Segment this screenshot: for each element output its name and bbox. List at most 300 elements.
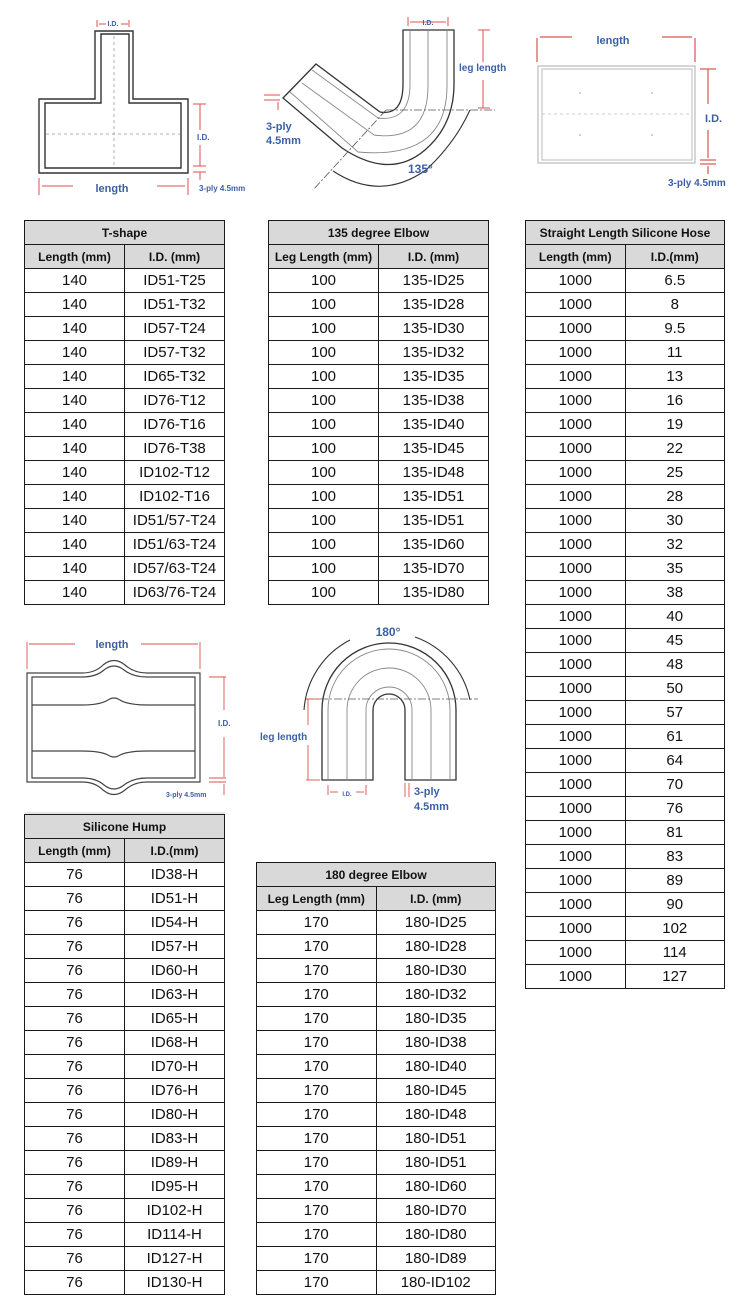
table-row — [25, 317, 225, 341]
elbow180-table — [256, 862, 496, 1295]
column-header-id: I.D.(mm) — [625, 245, 725, 269]
length-cell: 76 — [25, 1055, 125, 1079]
length-cell: 1000 — [526, 389, 626, 413]
table-row — [25, 887, 225, 911]
length-cell: 1000 — [526, 845, 626, 869]
table-row — [257, 1175, 496, 1199]
id-cell: 9.5 — [625, 317, 725, 341]
table-row — [25, 1007, 225, 1031]
length-cell: 76 — [25, 935, 125, 959]
table-row — [526, 269, 725, 293]
id-cell: ID102-T16 — [125, 485, 225, 509]
table-row — [25, 1079, 225, 1103]
hump-length-label: length — [95, 639, 129, 651]
tshape-table — [24, 220, 225, 605]
length-cell: 140 — [25, 581, 125, 605]
length-cell: 100 — [269, 581, 379, 605]
length-cell: 1000 — [526, 413, 626, 437]
length-cell: 76 — [25, 1271, 125, 1295]
table-row — [269, 341, 489, 365]
table-row — [25, 1103, 225, 1127]
length-cell: 76 — [25, 863, 125, 887]
table-row — [25, 1223, 225, 1247]
length-cell: 76 — [25, 1223, 125, 1247]
table-row — [526, 365, 725, 389]
table-row — [526, 389, 725, 413]
column-header-length: Length (mm) — [526, 245, 626, 269]
table-row — [257, 959, 496, 983]
table-header-row — [257, 887, 496, 911]
table-row — [269, 269, 489, 293]
id-cell: 180-ID32 — [376, 983, 496, 1007]
table-row — [25, 1271, 225, 1295]
length-cell: 1000 — [526, 629, 626, 653]
id-cell: ID57/63-T24 — [125, 557, 225, 581]
id-cell: 180-ID45 — [376, 1079, 496, 1103]
table-header-row — [269, 245, 489, 269]
length-cell: 76 — [25, 983, 125, 1007]
length-cell: 1000 — [526, 653, 626, 677]
table-row — [526, 677, 725, 701]
elbow135-ply-label-2: 4.5mm — [266, 135, 301, 147]
id-cell: 135-ID70 — [379, 557, 489, 581]
length-cell: 1000 — [526, 269, 626, 293]
table-title-row — [526, 221, 725, 245]
length-cell: 1000 — [526, 893, 626, 917]
column-header-length: Length (mm) — [25, 245, 125, 269]
id-cell: 180-ID102 — [376, 1271, 496, 1295]
elbow180-ply-label-1: 3-ply — [414, 786, 440, 798]
length-cell: 100 — [269, 341, 379, 365]
id-cell: 32 — [625, 533, 725, 557]
id-cell: 40 — [625, 605, 725, 629]
id-cell: 180-ID80 — [376, 1223, 496, 1247]
table-row — [25, 485, 225, 509]
id-cell: 135-ID38 — [379, 389, 489, 413]
length-cell: 76 — [25, 887, 125, 911]
length-cell: 170 — [257, 1223, 377, 1247]
id-cell: ID76-T38 — [125, 437, 225, 461]
table-row — [526, 773, 725, 797]
length-cell: 100 — [269, 485, 379, 509]
id-cell: 28 — [625, 485, 725, 509]
table-row — [526, 941, 725, 965]
table-row — [25, 461, 225, 485]
length-cell: 100 — [269, 461, 379, 485]
elbow135-diagram — [250, 0, 520, 210]
table-row — [25, 983, 225, 1007]
hump-table — [24, 814, 225, 1295]
id-cell: 83 — [625, 845, 725, 869]
table-row — [269, 485, 489, 509]
id-cell: ID60-H — [125, 959, 225, 983]
column-header-id: I.D. (mm) — [125, 245, 225, 269]
id-cell: 8 — [625, 293, 725, 317]
hump-diagram — [0, 615, 260, 815]
length-cell: 170 — [257, 983, 377, 1007]
id-cell: ID130-H — [125, 1271, 225, 1295]
table-title: T-shape — [25, 221, 225, 245]
table-row — [25, 365, 225, 389]
table-row — [25, 1031, 225, 1055]
length-cell: 170 — [257, 1199, 377, 1223]
table-row — [25, 509, 225, 533]
column-header-length: Leg Length (mm) — [257, 887, 377, 911]
table-row — [526, 725, 725, 749]
tshape-ply-label: 3-ply 4.5mm — [199, 184, 246, 193]
table-row — [526, 485, 725, 509]
table-row — [269, 461, 489, 485]
straight-ply-label: 3-ply 4.5mm — [668, 178, 726, 189]
id-cell: ID83-H — [125, 1127, 225, 1151]
tshape-top-id-label: I.D. — [107, 21, 119, 28]
length-cell: 76 — [25, 1151, 125, 1175]
id-cell: 70 — [625, 773, 725, 797]
table-row — [269, 365, 489, 389]
length-cell: 1000 — [526, 797, 626, 821]
id-cell: ID57-T24 — [125, 317, 225, 341]
id-cell: ID80-H — [125, 1103, 225, 1127]
table-row — [526, 581, 725, 605]
id-cell: 180-ID28 — [376, 935, 496, 959]
id-cell: 135-ID30 — [379, 317, 489, 341]
length-cell: 170 — [257, 1175, 377, 1199]
length-cell: 1000 — [526, 725, 626, 749]
table-row — [257, 983, 496, 1007]
length-cell: 140 — [25, 437, 125, 461]
table-row — [25, 269, 225, 293]
table-row — [257, 1031, 496, 1055]
length-cell: 1000 — [526, 773, 626, 797]
table-row — [25, 1247, 225, 1271]
table-row — [25, 1151, 225, 1175]
table-row — [25, 581, 225, 605]
length-cell: 170 — [257, 911, 377, 935]
table-row — [526, 869, 725, 893]
straight-length-label: length — [596, 35, 630, 47]
elbow135-ply-label-1: 3-ply — [266, 121, 292, 133]
length-cell: 1000 — [526, 677, 626, 701]
table-row — [269, 581, 489, 605]
length-cell: 170 — [257, 1103, 377, 1127]
id-cell: ID95-H — [125, 1175, 225, 1199]
length-cell: 1000 — [526, 605, 626, 629]
length-cell: 1000 — [526, 917, 626, 941]
table-header-row — [25, 245, 225, 269]
length-cell: 1000 — [526, 557, 626, 581]
table-row — [25, 557, 225, 581]
id-cell: 180-ID89 — [376, 1247, 496, 1271]
length-cell: 170 — [257, 959, 377, 983]
length-cell: 1000 — [526, 485, 626, 509]
table-row — [526, 557, 725, 581]
length-cell: 76 — [25, 1175, 125, 1199]
table-row — [25, 389, 225, 413]
elbow135-leg-label: leg length — [459, 63, 507, 74]
column-header-id: I.D.(mm) — [125, 839, 225, 863]
table-title: Straight Length Silicone Hose — [526, 221, 725, 245]
length-cell: 170 — [257, 1247, 377, 1271]
id-cell: 38 — [625, 581, 725, 605]
id-cell: 135-ID45 — [379, 437, 489, 461]
table-title: 180 degree Elbow — [257, 863, 496, 887]
length-cell: 100 — [269, 389, 379, 413]
id-cell: ID76-T16 — [125, 413, 225, 437]
table-row — [257, 911, 496, 935]
table-row — [526, 629, 725, 653]
elbow180-ply-label-2: 4.5mm — [414, 801, 449, 813]
table-row — [257, 1223, 496, 1247]
table-row — [25, 413, 225, 437]
id-cell: 13 — [625, 365, 725, 389]
elbow180-id-label: I.D. — [342, 792, 352, 798]
id-cell: ID51/57-T24 — [125, 509, 225, 533]
id-cell: 180-ID51 — [376, 1151, 496, 1175]
id-cell: 57 — [625, 701, 725, 725]
tshape-id-label: I.D. — [197, 133, 210, 142]
length-cell: 1000 — [526, 437, 626, 461]
length-cell: 140 — [25, 413, 125, 437]
straight-table — [525, 220, 725, 989]
id-cell: ID76-H — [125, 1079, 225, 1103]
table-row — [526, 461, 725, 485]
column-header-id: I.D. (mm) — [376, 887, 496, 911]
table-row — [257, 1247, 496, 1271]
id-cell: 89 — [625, 869, 725, 893]
id-cell: 30 — [625, 509, 725, 533]
length-cell: 100 — [269, 317, 379, 341]
length-cell: 100 — [269, 437, 379, 461]
id-cell: 11 — [625, 341, 725, 365]
table-row — [269, 293, 489, 317]
table-row — [526, 653, 725, 677]
table-row — [257, 1127, 496, 1151]
id-cell: 76 — [625, 797, 725, 821]
length-cell: 1000 — [526, 365, 626, 389]
id-cell: ID89-H — [125, 1151, 225, 1175]
id-cell: ID65-T32 — [125, 365, 225, 389]
length-cell: 140 — [25, 365, 125, 389]
length-cell: 100 — [269, 413, 379, 437]
length-cell: 170 — [257, 1127, 377, 1151]
table-row — [25, 1127, 225, 1151]
table-row — [526, 821, 725, 845]
length-cell: 1000 — [526, 941, 626, 965]
table-row — [526, 917, 725, 941]
length-cell: 1000 — [526, 293, 626, 317]
id-cell: 135-ID80 — [379, 581, 489, 605]
id-cell: 48 — [625, 653, 725, 677]
id-cell: 180-ID35 — [376, 1007, 496, 1031]
id-cell: ID114-H — [125, 1223, 225, 1247]
id-cell: 180-ID70 — [376, 1199, 496, 1223]
id-cell: ID127-H — [125, 1247, 225, 1271]
table-row — [25, 437, 225, 461]
id-cell: 180-ID25 — [376, 911, 496, 935]
id-cell: 180-ID60 — [376, 1175, 496, 1199]
length-cell: 1000 — [526, 869, 626, 893]
tshape-diagram — [0, 0, 250, 210]
table-row — [526, 893, 725, 917]
length-cell: 100 — [269, 509, 379, 533]
table-row — [257, 1271, 496, 1295]
length-cell: 1000 — [526, 341, 626, 365]
length-cell: 140 — [25, 557, 125, 581]
hump-id-label: I.D. — [218, 719, 231, 728]
table-row — [25, 959, 225, 983]
length-cell: 1000 — [526, 749, 626, 773]
elbow180-angle-label: 180° — [375, 625, 401, 639]
length-cell: 76 — [25, 1247, 125, 1271]
table-row — [269, 533, 489, 557]
id-cell: ID68-H — [125, 1031, 225, 1055]
id-cell: 180-ID38 — [376, 1031, 496, 1055]
table-title-row — [25, 815, 225, 839]
id-cell: 135-ID40 — [379, 413, 489, 437]
length-cell: 76 — [25, 1199, 125, 1223]
column-header-id: I.D. (mm) — [379, 245, 489, 269]
table-row — [25, 863, 225, 887]
column-header-length: Leg Length (mm) — [269, 245, 379, 269]
length-cell: 170 — [257, 1151, 377, 1175]
length-cell: 100 — [269, 557, 379, 581]
id-cell: ID51/63-T24 — [125, 533, 225, 557]
table-row — [257, 1079, 496, 1103]
id-cell: ID102-T12 — [125, 461, 225, 485]
id-cell: ID65-H — [125, 1007, 225, 1031]
table-row — [526, 533, 725, 557]
length-cell: 76 — [25, 911, 125, 935]
length-cell: 1000 — [526, 965, 626, 989]
table-row — [269, 317, 489, 341]
table-row — [25, 911, 225, 935]
id-cell: 19 — [625, 413, 725, 437]
id-cell: 180-ID40 — [376, 1055, 496, 1079]
id-cell: 135-ID35 — [379, 365, 489, 389]
id-cell: 64 — [625, 749, 725, 773]
id-cell: 135-ID28 — [379, 293, 489, 317]
id-cell: ID57-T32 — [125, 341, 225, 365]
table-row — [526, 605, 725, 629]
id-cell: 35 — [625, 557, 725, 581]
length-cell: 140 — [25, 389, 125, 413]
id-cell: ID70-H — [125, 1055, 225, 1079]
table-title: Silicone Hump — [25, 815, 225, 839]
table-row — [25, 533, 225, 557]
table-row — [526, 965, 725, 989]
id-cell: ID51-T25 — [125, 269, 225, 293]
id-cell: ID38-H — [125, 863, 225, 887]
table-row — [269, 557, 489, 581]
id-cell: 135-ID51 — [379, 509, 489, 533]
id-cell: 180-ID51 — [376, 1127, 496, 1151]
length-cell: 76 — [25, 1103, 125, 1127]
straight-diagram — [520, 0, 750, 210]
table-title-row — [25, 221, 225, 245]
table-row — [526, 437, 725, 461]
length-cell: 170 — [257, 1055, 377, 1079]
length-cell: 140 — [25, 293, 125, 317]
id-cell: ID76-T12 — [125, 389, 225, 413]
length-cell: 170 — [257, 1031, 377, 1055]
length-cell: 76 — [25, 959, 125, 983]
length-cell: 1000 — [526, 533, 626, 557]
length-cell: 76 — [25, 1031, 125, 1055]
id-cell: 45 — [625, 629, 725, 653]
id-cell: 25 — [625, 461, 725, 485]
table-row — [526, 845, 725, 869]
length-cell: 170 — [257, 1079, 377, 1103]
straight-id-label: I.D. — [705, 113, 723, 125]
table-row — [25, 341, 225, 365]
table-row — [526, 701, 725, 725]
table-row — [526, 797, 725, 821]
id-cell: 81 — [625, 821, 725, 845]
id-cell: ID63-H — [125, 983, 225, 1007]
table-title: 135 degree Elbow — [269, 221, 489, 245]
table-row — [25, 1055, 225, 1079]
elbow135-id-label: I.D. — [422, 20, 434, 27]
id-cell: 135-ID51 — [379, 485, 489, 509]
elbow135-angle-label: 135° — [408, 162, 433, 176]
length-cell: 140 — [25, 461, 125, 485]
column-header-length: Length (mm) — [25, 839, 125, 863]
length-cell: 140 — [25, 509, 125, 533]
length-cell: 140 — [25, 485, 125, 509]
length-cell: 76 — [25, 1127, 125, 1151]
id-cell: 61 — [625, 725, 725, 749]
table-row — [269, 413, 489, 437]
id-cell: 50 — [625, 677, 725, 701]
id-cell: 180-ID48 — [376, 1103, 496, 1127]
table-row — [526, 293, 725, 317]
table-row — [257, 1103, 496, 1127]
id-cell: 90 — [625, 893, 725, 917]
length-cell: 1000 — [526, 701, 626, 725]
id-cell: ID63/76-T24 — [125, 581, 225, 605]
id-cell: ID51-T32 — [125, 293, 225, 317]
id-cell: ID51-H — [125, 887, 225, 911]
table-row — [526, 317, 725, 341]
hump-ply-label: 3-ply 4.5mm — [166, 792, 207, 799]
table-row — [25, 293, 225, 317]
id-cell: ID57-H — [125, 935, 225, 959]
table-header-row — [526, 245, 725, 269]
table-row — [269, 437, 489, 461]
table-row — [257, 1007, 496, 1031]
length-cell: 170 — [257, 935, 377, 959]
length-cell: 76 — [25, 1007, 125, 1031]
length-cell: 100 — [269, 533, 379, 557]
table-title-row — [257, 863, 496, 887]
table-row — [526, 413, 725, 437]
table-title-row — [269, 221, 489, 245]
length-cell: 100 — [269, 293, 379, 317]
length-cell: 170 — [257, 1271, 377, 1295]
table-row — [257, 935, 496, 959]
table-row — [257, 1199, 496, 1223]
id-cell: 180-ID30 — [376, 959, 496, 983]
id-cell: 127 — [625, 965, 725, 989]
id-cell: 102 — [625, 917, 725, 941]
elbow180-diagram — [250, 615, 520, 815]
id-cell: 22 — [625, 437, 725, 461]
length-cell: 76 — [25, 1079, 125, 1103]
table-row — [25, 1175, 225, 1199]
id-cell: 114 — [625, 941, 725, 965]
id-cell: 135-ID48 — [379, 461, 489, 485]
id-cell: ID102-H — [125, 1199, 225, 1223]
